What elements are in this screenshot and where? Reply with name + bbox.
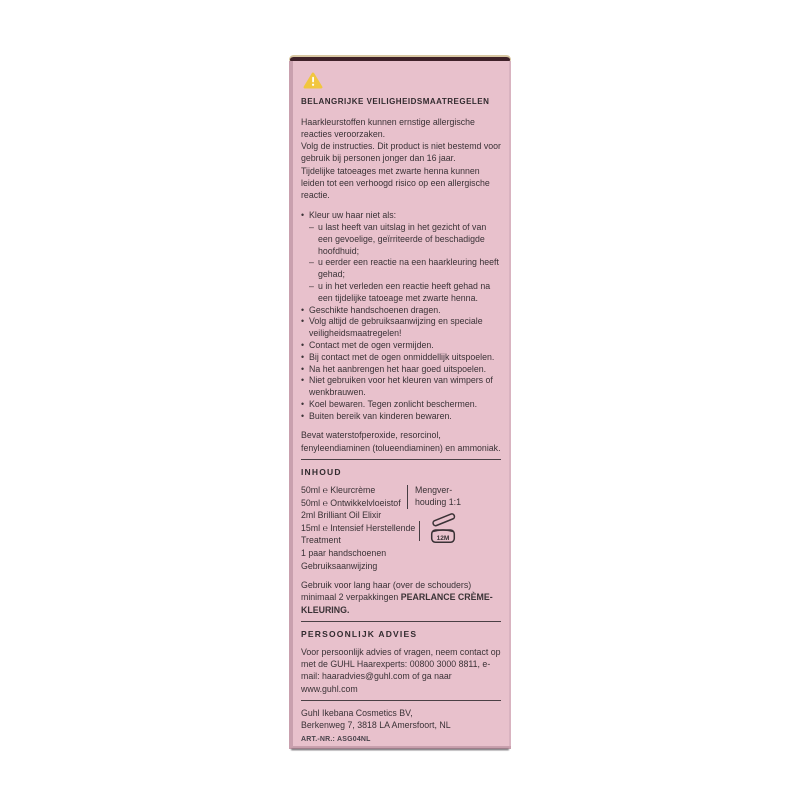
safety-list-item: • Bij contact met de ogen onmiddellijk uitspoelen. xyxy=(301,352,501,364)
safety-list-item: • Koel bewaren. Tegen zonlicht beschermen. xyxy=(301,399,501,411)
safety-list xyxy=(301,210,501,422)
usage-product-name: PEARLANCE CRÈME-KLEURING. xyxy=(301,592,493,615)
safety-list-item: • Volg altijd de gebruiksaanwijzing en speciale veiligheidsmaatregelen! xyxy=(301,316,501,340)
address-line: Guhl Ikebana Cosmetics BV, xyxy=(301,707,413,718)
divider xyxy=(301,459,501,460)
box-shadow xyxy=(291,749,509,750)
contents-item: 15ml ℮ Intensief Herstellende Treatment xyxy=(301,522,416,546)
safety-list-item: • Geschikte handschoenen dragen. xyxy=(301,305,501,317)
contents-item: 50ml ℮ Kleurcrème xyxy=(301,485,376,496)
safety-sublist xyxy=(309,222,501,305)
address-line: Berkenweg 7, 3818 LA Amersfoort, NL xyxy=(301,720,451,731)
safety-list-item: • Niet gebruiken voor het kleuren van wimpers of wenkbrauwen. xyxy=(301,375,501,399)
ingredients-warning: Bevat waterstofperoxide, resorcinol, fenyleendiaminen (tolueendiaminen) en ammoniak. xyxy=(301,430,501,453)
safety-list-item: • Contact met de ogen vermijden. xyxy=(301,340,501,352)
long-hair-usage-note xyxy=(301,579,501,616)
intro-paragraph: Tijdelijke tatoeages met zwarte henna kunnen leiden tot een verhoogd risico op een allergische reactie. xyxy=(301,165,490,200)
column-divider xyxy=(419,521,420,541)
open-jar-12m-icon xyxy=(426,515,460,547)
safety-item-text: Kleur uw haar niet als: xyxy=(309,210,397,221)
safety-heading: BELANGRIJKE VEILIGHEIDSMAATREGELEN xyxy=(301,96,490,106)
divider xyxy=(301,700,501,701)
safety-intro xyxy=(301,116,501,201)
product-box xyxy=(289,55,511,750)
safety-sublist-item: – u in het verleden een reactie heeft gehad na een tijdelijke tatoeage met zwarte henna. xyxy=(309,281,501,305)
intro-paragraph: Haarkleurstoffen kunnen ernstige allergische reacties veroorzaken. xyxy=(301,116,475,139)
pao-months-label: 12M xyxy=(436,535,450,543)
contact-info-text: Voor persoonlijk advies of vragen, neem contact op met de GUHL Haarexperts: 00800 3000 8811, e-mail: haaradvies@guhl.com of ga naar www.guhl.com xyxy=(301,647,501,694)
box-side-panel xyxy=(289,61,511,747)
mixing-ratio-note xyxy=(407,485,469,509)
period-after-opening xyxy=(419,515,460,547)
contents-item: Gebruiksaanwijzing xyxy=(301,560,378,571)
warning-triangle-icon xyxy=(303,72,323,89)
safety-sublist-item: – u last heeft van uitslag in het gezicht of van een gevoelige, geïrriteerde of beschadigde hoofdhuid; xyxy=(309,222,501,257)
safety-list-item: • Na het aanbrengen het haar goed uitspoelen. xyxy=(301,364,501,376)
column-divider xyxy=(407,485,408,509)
contents-item: 1 paar handschoenen xyxy=(301,548,387,559)
contents-table xyxy=(301,484,501,572)
personal-advice-heading: PERSOONLIJK ADVIES xyxy=(301,628,418,639)
safety-sublist-item: – u eerder een reactie na een haarkleuring heeft gehad; xyxy=(309,257,501,281)
article-number: ART.-NR.: ASG04NL xyxy=(301,736,371,744)
contents-item: 50ml ℮ Ontwikkelvloeistof xyxy=(301,497,401,508)
safety-list-item xyxy=(301,210,501,304)
contents-list xyxy=(301,484,419,572)
usage-text: Gebruik voor lang haar (over de schouders) minimaal 2 verpakkingen xyxy=(301,580,472,603)
contents-item: 2ml Brilliant Oil Elixir xyxy=(301,510,382,521)
manufacturer-address xyxy=(301,707,501,731)
divider xyxy=(301,621,501,622)
safety-list-item: • Buiten bereik van kinderen bewaren. xyxy=(301,411,501,423)
contents-heading: INHOUD xyxy=(301,466,342,477)
intro-paragraph: Volg de instructies. Dit product is niet bestemd voor gebruik bij personen jonger dan 16 jaar. xyxy=(301,141,501,164)
mixing-ratio-text: Mengver-houding 1:1 xyxy=(415,485,461,507)
